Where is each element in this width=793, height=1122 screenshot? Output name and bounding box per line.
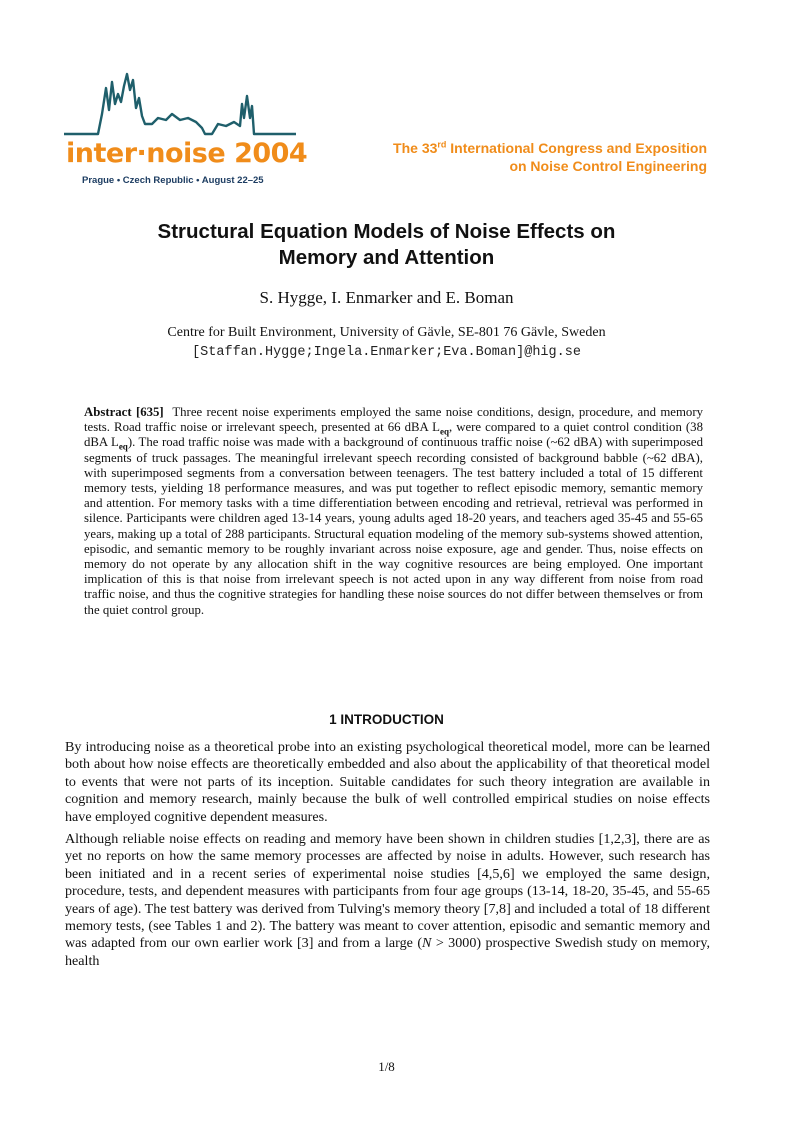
body-paragraph-2: Although reliable noise effects on reading and memory have been shown in children studies [1,2,3], there are as yet no reports on how the same memory processes are affected by noise in adults. However, such research has been initiated and in a recent series of experimental noise studies [4,5,6] we employed the same design, procedure, tests, and dependent measures with participants from four age groups (13-14, 18-20, 35-45, and 55-65 years of age). The test battery was derived from Tulving's memory theory [7,8] and included a total of 18 different memory tests, (see Tables 1 and 2). The battery was meant to cover attention, episodic and semantic memory and was adapted from our own earlier work [3] and from a large (N > 3000) prospective Swedish study on memory, health	[65, 831, 711, 969]
body-paragraph-1: By introducing noise as a theoretical probe into an existing psychological theoretical model, more can be learned both about how noise effects are theoretically embedded and also about the applicability of that theoretical model to events that were not parts of its inception. Suitable candidates for such theory integration are available in cognition and memory research, mainly because the bulk of well controlled empirical studies on noise effects have employed cognitive dependent measures.	[65, 739, 710, 825]
author-affiliation: Centre for Built Environment, University of Gävle, SE-801 76 Gävle, Sweden	[167, 325, 606, 340]
logo-wordmark: inter·noise 2004	[66, 138, 308, 169]
conference-logo	[62, 68, 308, 193]
paper-authors: S. Hygge, I. Enmarker and E. Boman	[259, 288, 514, 307]
congress-heading	[393, 139, 707, 175]
author-emails: [Staffan.Hygge;Ingela.Enmarker;Eva.Boman]@hig.se	[192, 345, 581, 360]
congress-line-2: on Noise Control Engineering	[509, 158, 707, 174]
paper-title: Structural Equation Models of Noise Effects on Memory and Attention	[157, 220, 616, 269]
abstract-label: Abstract [635]	[84, 405, 164, 419]
congress-line-1: The 33rd International Congress and Exposition	[393, 139, 707, 156]
page-number: 1/8	[378, 1059, 395, 1074]
logo-tagline: Prague • Czech Republic • August 22–25	[82, 175, 264, 186]
section-heading: 1 INTRODUCTION	[329, 712, 444, 727]
abstract-paragraph: Abstract [635] Three recent noise experiments employed the same noise conditions, design, procedure, and memory tests. Road traffic noise or irrelevant speech, presented at 66 dBA $L_{eq}$, were compared to a quiet control condition (38 dBA $L_{eq}$). The road traffic noise was made with a background of continuous traffic noise (~62 dBA) with superimposed segments of truck passages. The meaningful irrelevant speech recording consisted of background babble (~62 dBA), with superimposed segments from a conversation between teenagers. The test battery included a total of 15 different memory tests, yielding 18 performance measures, and was put together to reflect episodic memory, semantic memory and attention. For memory tasks with a time differentiation between encoding and retrieval, retrieval was performed in silence. Participants were children aged 13-14 years, young adults aged 18-20 years, and teachers aged 35-45 and 55-65 years, making up a total of 288 participants. Structural equation modeling of the memory sub-systems showed attention, episodic, and semantic memory to be roughly invariant across noise exposure, age and gender. Thus, noise effects on memory do not operate by any allocation shift in the way cognitive resources are being employed. One important implication of this is that noise from irrelevant speech is not acted upon in any way different from noise from road traffic noise, and thus the cognitive strategies for handling these noise sources do not differ between themselves or from the quiet control group.	[84, 405, 703, 617]
body-text	[65, 739, 710, 975]
ordinal-suffix: rd	[437, 139, 447, 150]
